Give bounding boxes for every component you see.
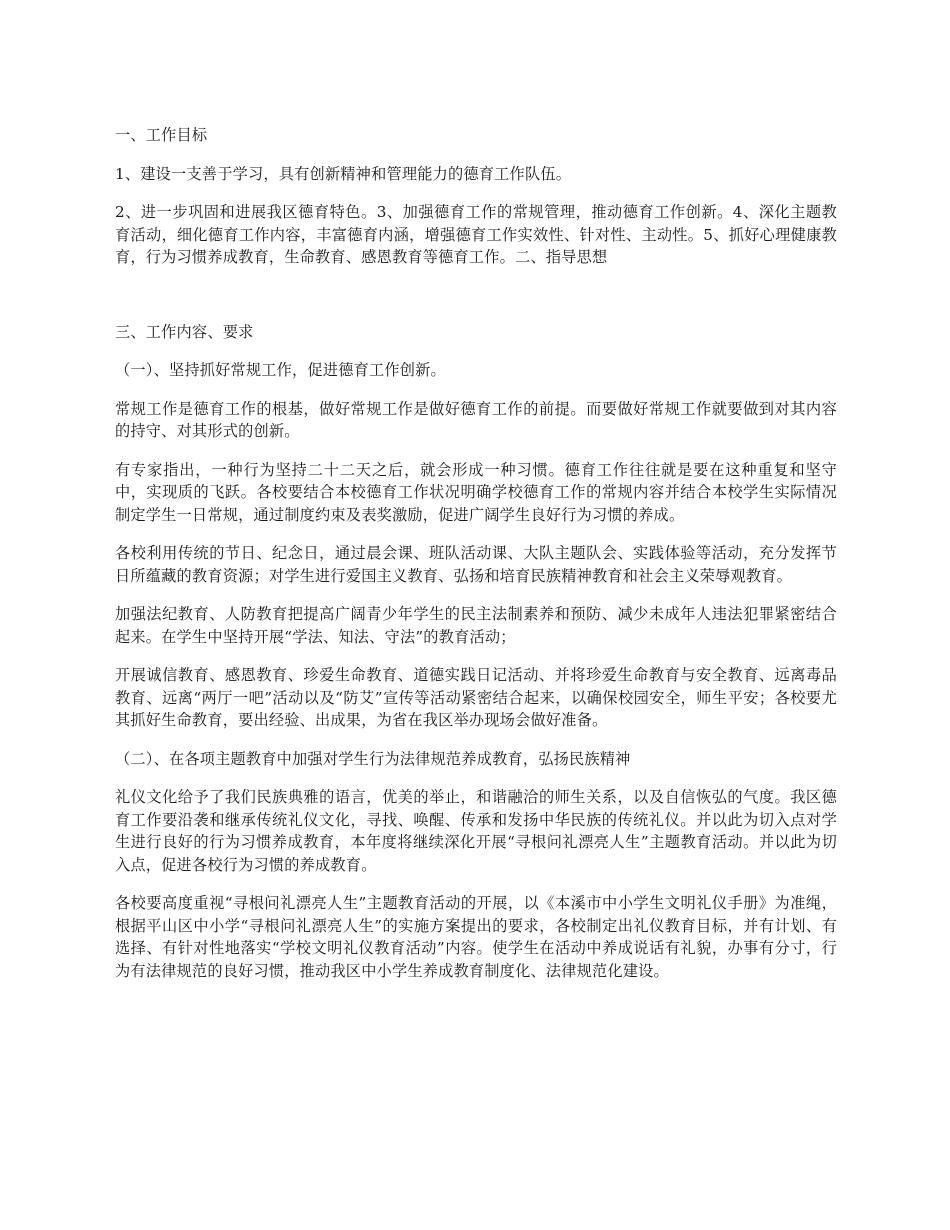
- section-heading-goals: 一、工作目标: [115, 126, 208, 144]
- subsection-heading-2: （二）、在各项主题教育中加强对学生行为法律规范养成教育，弘扬民族精神: [115, 749, 631, 768]
- subsection-heading-1: （一）、坚持抓好常规工作，促进德育工作创新。: [115, 361, 446, 379]
- section-heading-content: 三、工作内容、要求: [115, 322, 254, 341]
- paragraph-festivals: 各校利用传统的节日、纪念日，通过晨会课、班队活动课、大队主题队会、实践体验等活动，充分发挥节日所蕴藏的教育资源；对学生进行爱国主义教育、弘扬和培育民族精神教育和社会主义荣辱观教育。: [115, 544, 837, 585]
- paragraph-integrity-education: 开展诚信教育、感恩教育、珍爱生命教育、道德实践日记活动、并将珍爱生命教育与安全教育、远离毒品教育、远离“两厅一吧”活动以及“防艾”宣传等活动紧密结合起来，以确保校园安全，师生平安；各校要尤其抓好生命教育，要出经验、出成果，为省在我区举办现场会做好准备。: [115, 666, 837, 729]
- paragraph-etiquette-culture: 礼仪文化给予了我们民族典雅的语言，优美的举止，和谐融洽的师生关系，以及自信恢弘的气度。我区德育工作要沿袭和继承传统礼仪文化，寻找、唤醒、传承和发扬中华民族的传统礼仪。并以此为切入点对学生进行良好的行为习惯养成教育，本年度将继续深化开展“寻根问礼漂亮人生”主题教育活动。并以此为切入点，促进各校行为习惯的养成教育。: [115, 788, 837, 874]
- paragraph-habit-formation: 有专家指出，一种行为坚持二十二天之后，就会形成一种习惯。德育工作往往就是要在这种重复和坚守中，实现质的飞跃。各校要结合本校德育工作状况明确学校德育工作的常规内容并结合本校学生实际情况制定学生一日常规，通过制度约束及表奖激励，促进广阔学生良好行为习惯的养成。: [115, 460, 837, 524]
- paragraph-goals-2-5: 2、进一步巩固和进展我区德育特色。3、加强德育工作的常规管理，推动德育工作创新。4、深化主题教育活动，细化德育工作内容，丰富德育内涵，增强德育工作实效性、针对性、主动性。5、抓好心理健康教育，行为习惯养成教育，生命教育、感恩教育等德育工作。二、指导思想: [115, 203, 837, 266]
- paragraph-legal-education: 加强法纪教育、人防教育把提高广阔青少年学生的民主法制素养和预防、减少未成年人违法犯罪紧密结合起来。在学生中坚持开展“学法、知法、守法”的教育活动；: [115, 605, 837, 646]
- document-page: [115, 124, 837, 998]
- paragraph-routine-work: 常规工作是德育工作的根基，做好常规工作是做好德育工作的前提。而要做好常规工作就要做到对其内容的持守、对其形式的创新。: [115, 399, 837, 440]
- paragraph-goal-1: 1、建设一支善于学习，具有创新精神和管理能力的德育工作队伍。: [115, 164, 572, 183]
- blank-gap: [115, 285, 837, 321]
- paragraph-etiquette-activity: 各校要高度重视“寻根问礼漂亮人生”主题教育活动的开展，以《本溪市中小学生文明礼仪手册》为准绳，根据平山区中小学“寻根问礼漂亮人生”的实施方案提出的要求，各校制定出礼仪教育目标，并有计划、有选择、有针对性地落实“学校文明礼仪教育活动”内容。使学生在活动中养成说话有礼貌，办事有分寸，行为有法律规范的良好习惯，推动我区中小学生养成教育制度化、法律规范化建设。: [115, 894, 837, 980]
